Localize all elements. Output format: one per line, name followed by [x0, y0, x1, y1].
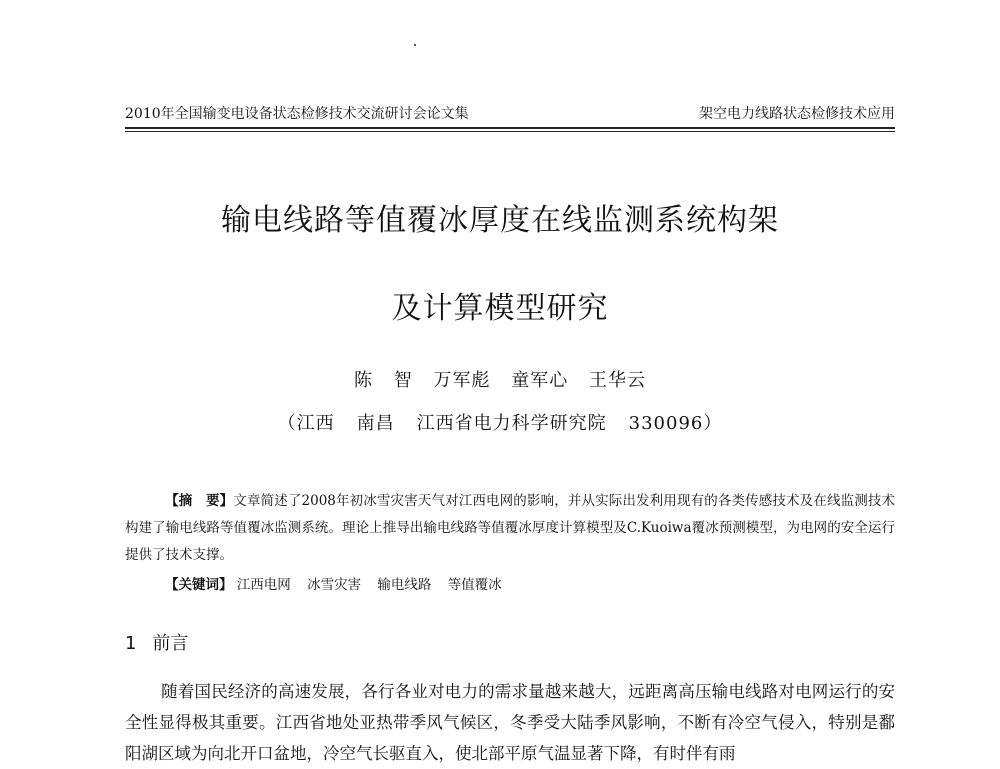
- affiliation-open-paren: （: [277, 413, 297, 434]
- keywords: [165, 573, 895, 597]
- affiliation: [0, 409, 1000, 435]
- abstract: [125, 488, 895, 569]
- section-title: 前言: [152, 633, 189, 654]
- keywords-label: 【关键词】: [165, 577, 233, 593]
- affiliation-postcode: 330096: [628, 413, 704, 434]
- abstract-label: 【摘 要】: [165, 493, 234, 509]
- section-number: 1: [125, 633, 137, 654]
- header-rule-thin: [125, 131, 895, 132]
- header-proceedings-title: 2010年全国输变电设备状态检修技术交流研讨会论文集: [125, 106, 469, 122]
- keyword: 等值覆冰: [447, 577, 502, 593]
- author: 万军彪: [433, 370, 491, 391]
- paper-title-line-2: 及计算模型研究: [391, 291, 609, 326]
- affiliation-province: 江西: [296, 413, 335, 434]
- author: 童军心: [511, 370, 569, 391]
- author-list: [0, 366, 1000, 392]
- keyword: 冰雪灾害: [307, 577, 362, 593]
- author: 陈 智: [354, 370, 413, 391]
- abstract-text: 文章简述了2008年初冰雪灾害天气对江西电网的影响，并从实际出发利用现有的各类传感技术及在线监测技术构建了输电线路等值覆冰监测系统。理论上推导出输电线路等值覆冰厚度计算模型及C.Kuoiwa覆冰预测模型，为电网的安全运行提供了技术支撑。: [125, 493, 895, 563]
- section-paragraph: [125, 676, 895, 769]
- section-heading: [125, 629, 188, 655]
- author: 王华云: [588, 370, 646, 391]
- scan-speck: [414, 44, 416, 46]
- running-header: [125, 104, 895, 124]
- paragraph-text: 随着国民经济的高速发展，各行各业对电力的需求量越来越大，远距离高压输电线路对电网运行的安全性显得极其重要。江西省地处亚热带季风气候区，冬季受大陆季风影响，不断有冷空气侵入，特别是鄱阳湖区域为向北开口盆地，冷空气长驱直入，使北部平原气温显著下降，有时伴有雨: [125, 682, 895, 763]
- header-rule: [125, 127, 895, 129]
- affiliation-close-paren: ）: [703, 413, 723, 434]
- header-section-title: 架空电力线路状态检修技术应用: [699, 106, 895, 122]
- keyword: 输电线路: [377, 577, 432, 593]
- affiliation-city: 南昌: [356, 413, 395, 434]
- affiliation-institute: 江西省电力科学研究院: [416, 413, 607, 434]
- keyword: 江西电网: [236, 577, 291, 593]
- paper-title-line-1: 输电线路等值覆冰厚度在线监测系统构架: [221, 203, 779, 238]
